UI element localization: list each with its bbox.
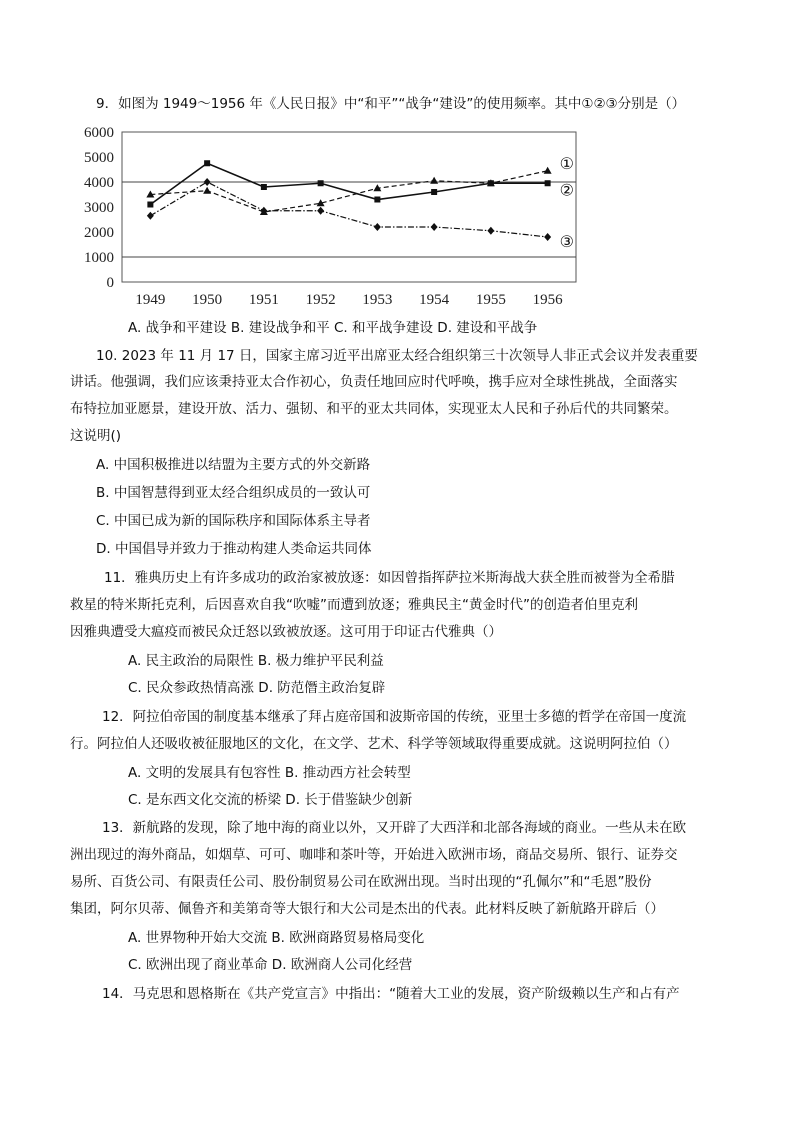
y-tick-0: 0 <box>106 275 114 291</box>
q11-options-2: C. 民众参政热情高涨 D. 防范僭主政治复辟 <box>128 680 386 696</box>
series-3-point-1949 <box>147 212 154 220</box>
q11-line-2: 救星的特米斯托克利，后因喜欢自我“吹嘘”而遭到放逐；雅典民主“黄金时代”的创造者伯里克利 <box>70 597 638 613</box>
q10-option-a: A. 中国积极推进以结盟为主要方式的外交新路 <box>96 457 371 473</box>
x-tick-1956: 1956 <box>532 292 563 308</box>
series-3-point-1954 <box>431 223 438 231</box>
y-tick-3000: 3000 <box>84 200 114 216</box>
series-2-point-1951 <box>261 184 267 190</box>
q13-options-2: C. 欧洲出现了商业革命 D. 欧洲商人公司化经营 <box>128 957 413 973</box>
q10-option-c: C. 中国已成为新的国际秩序和国际体系主导者 <box>96 513 371 529</box>
series-2-point-1953 <box>374 197 380 203</box>
chart-grid <box>122 132 576 282</box>
y-tick-1000: 1000 <box>84 250 114 266</box>
x-tick-1954: 1954 <box>419 292 450 308</box>
line-chart <box>84 124 584 314</box>
legend-label-1: ① <box>559 155 574 173</box>
y-tick-6000: 6000 <box>84 125 114 141</box>
series-3-point-1956 <box>544 233 551 241</box>
series-2-point-1954 <box>431 189 437 195</box>
q12-options-1: A. 文明的发展具有包容性 B. 推动西方社会转型 <box>128 765 411 781</box>
q13-line-3: 易所、百货公司、有限责任公司、股份制贸易公司在欧洲出现。当时出现的“孔佩尔”和“毛恩”股份 <box>70 874 652 890</box>
series-3-point-1950 <box>204 178 211 186</box>
y-tick-2000: 2000 <box>84 225 114 241</box>
q14-line-1: 14．马克思和恩格斯在《共产党宣言》中指出：“随着大工业的发展，资产阶级赖以生产和占有产 <box>102 986 680 1002</box>
chart-series <box>146 160 551 241</box>
q11-line-1: 11．雅典历史上有许多成功的政治家被放逐：如因曾指挥萨拉米斯海战大获全胜而被誉为全希腊 <box>104 570 675 586</box>
q9-stem: 9．如图为 1949～1956 年《人民日报》中“和平”“战争“建设”的使用频率。其中①②③分别是（） <box>96 96 686 112</box>
q13-options-1: A. 世界物种开始大交流 B. 欧洲商路贸易格局变化 <box>128 930 425 946</box>
chart-legend <box>560 156 574 251</box>
series-1-point-1954 <box>430 177 438 184</box>
q13-line-2: 洲出现过的海外商品，如烟草、可可、咖啡和茶叶等，开始进入欧洲市场，商品交易所、银行、证券交 <box>70 847 678 863</box>
q11-line-3: 因雅典遭受大瘟疫而被民众迁怒以致被放逐。这可用于印证古代雅典（） <box>70 624 502 640</box>
q13-line-4: 集团，阿尔贝蒂、佩鲁齐和美第奇等大银行和大公司是杰出的代表。此材料反映了新航路开辟后（） <box>70 901 664 917</box>
legend-label-3: ③ <box>559 234 574 251</box>
series-2-point-1950 <box>204 160 210 166</box>
x-tick-1951: 1951 <box>248 292 279 308</box>
q11-options-1: A. 民主政治的局限性 B. 极力维护平民利益 <box>128 653 384 669</box>
series-line-3 <box>150 182 547 237</box>
series-3-point-1953 <box>374 223 381 231</box>
x-tick-1953: 1953 <box>362 292 393 308</box>
y-tick-5000: 5000 <box>84 150 114 166</box>
q10-line-4: 这说明() <box>70 428 122 444</box>
series-2-point-1955 <box>488 180 494 186</box>
series-1-point-1956 <box>544 167 552 174</box>
series-2-point-1952 <box>318 180 324 186</box>
q10-option-d: D. 中国倡导并致力于推动构建人类命运共同体 <box>96 541 372 557</box>
q10-line-3: 布特拉加亚愿景，建设开放、活力、强韧、和平的亚太共同体，实现亚太人民和子孙后代的共同繁荣。 <box>70 401 678 417</box>
series-3-point-1955 <box>487 227 494 235</box>
plot-frame <box>122 132 576 282</box>
q10-line-1: 10. 2023 年 11 月 17 日，国家主席习近平出席亚太经合组织第三十次领导人非正式会议并发表重要 <box>96 348 698 364</box>
q10-line-2: 讲话。他强调，我们应该秉持亚太合作初心，负责任地回应时代呼唤，携手应对全球性挑战，全面落实 <box>70 374 678 390</box>
y-tick-labels <box>84 125 114 291</box>
x-tick-1950: 1950 <box>192 292 223 308</box>
q13-line-1: 13．新航路的发现，除了地中海的商业以外，又开辟了大西洋和北部各海域的商业。一些从未在欧 <box>102 820 687 836</box>
x-tick-1952: 1952 <box>305 292 336 308</box>
series-3-point-1952 <box>317 207 324 215</box>
q10-option-b: B. 中国智慧得到亚太经合组织成员的一致认可 <box>96 485 371 501</box>
q12-line-2: 行。阿拉伯人还吸收被征服地区的文化，在文学、艺术、科学等领域取得重要成就。这说明阿拉伯（） <box>70 736 678 752</box>
legend-label-2: ② <box>559 182 574 200</box>
x-tick-1949: 1949 <box>135 292 166 308</box>
series-2-point-1949 <box>147 202 153 208</box>
y-tick-4000: 4000 <box>84 175 114 191</box>
q12-options-2: C. 是东西文化交流的桥梁 D. 长于借鉴缺少创新 <box>128 792 413 808</box>
x-tick-labels <box>135 292 563 308</box>
series-2-point-1956 <box>545 180 551 186</box>
series-1-point-1950 <box>203 187 211 194</box>
x-tick-1955: 1955 <box>475 292 506 308</box>
q12-line-1: 12．阿拉伯帝国的制度基本继承了拜占庭帝国和波斯帝国的传统，亚里士多德的哲学在帝国一度流 <box>102 709 687 725</box>
q9-options: A. 战争和平建设 B. 建设战争和平 C. 和平战争建设 D. 建设和平战争 <box>128 320 538 336</box>
